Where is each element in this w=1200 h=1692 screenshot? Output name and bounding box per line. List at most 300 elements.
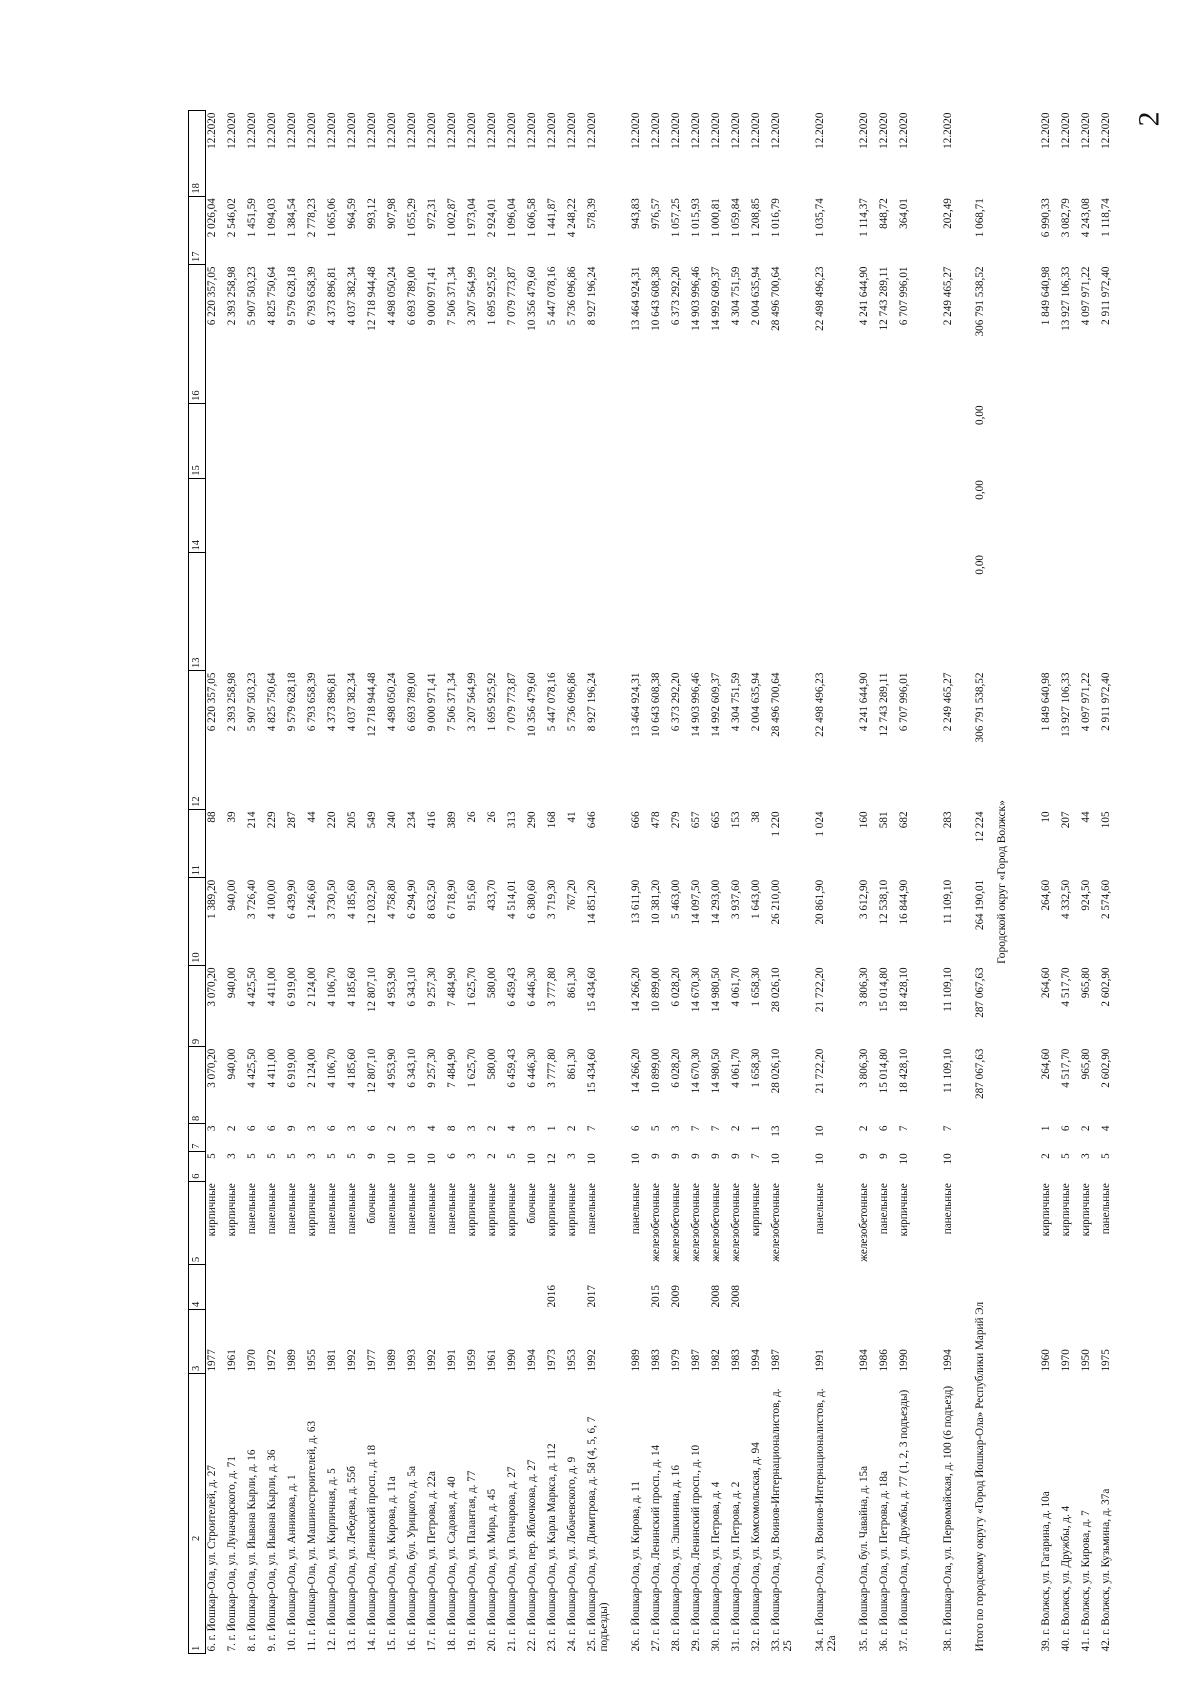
wall-material-cell: кирпичные [566, 1183, 578, 1237]
wall-material-cell: кирпичные [206, 1183, 218, 1237]
floors-cell: 10 [898, 1153, 910, 1165]
col14-cell [1060, 478, 1080, 553]
wall-material-cell: кирпичные [1060, 1183, 1072, 1237]
total-cost-cell: 4 373 896,81 [326, 672, 338, 732]
total-premises-area-cell: 15 434,60 [586, 967, 598, 1013]
residents-cell: 160 [858, 811, 870, 829]
table-row [326, 111, 346, 1654]
year-built-cell: 1983 [650, 1349, 662, 1372]
total-premises-area-cell: 1 625,70 [466, 967, 478, 1007]
col15-cell [526, 403, 546, 478]
wall-material-cell: железобетонные [690, 1183, 702, 1262]
spacer-cell [1028, 111, 1040, 1654]
total-cost-cell: 8 927 196,24 [586, 672, 598, 732]
total-cost-cell: 12 743 289,11 [878, 672, 890, 737]
address-cell: 22. г. Йошкар-Ола, пер. Яблочкова, д. 27 [526, 1459, 538, 1652]
total-premises-area-cell: 861,30 [566, 967, 578, 999]
year-built-cell: 1953 [566, 1349, 578, 1372]
residential-area-cell: 4 185,60 [346, 879, 358, 919]
completion-date-cell: 12.2020 [942, 112, 954, 149]
col13-cell [286, 553, 306, 671]
owners-funds-cell: 9 579 628,18 [286, 266, 298, 326]
owners-funds-cell: 9 000 971,41 [426, 266, 438, 326]
total-area-cell: 2 124,00 [306, 1048, 318, 1088]
col-header-3: 3 [189, 1309, 206, 1373]
year-built-cell: 1992 [586, 1349, 598, 1372]
wall-material-cell: кирпичные [898, 1183, 910, 1237]
completion-date-cell: 12.2020 [426, 112, 438, 149]
address-cell: 37. г. Йошкар-Ола, ул. Дружбы, д. 77 (1, 2, 3 подъезды) [898, 1389, 910, 1652]
completion-date-cell: 12.2020 [546, 112, 558, 149]
residents-cell: 26 [486, 811, 498, 823]
col15-cell [406, 403, 426, 478]
wall-material-cell: панельные [346, 1183, 358, 1235]
year-overhaul-cell [426, 1265, 446, 1310]
table-row [406, 111, 426, 1654]
col14-cell [386, 478, 406, 553]
col13-cell [526, 553, 546, 671]
total-premises-area-cell: 3 777,80 [546, 967, 558, 1007]
year-built-cell: 1961 [226, 1349, 238, 1372]
total-premises-area-cell: 4 061,70 [730, 967, 742, 1007]
owners-funds-cell: 5 907 503,23 [246, 266, 258, 326]
residential-area-cell: 767,20 [566, 879, 578, 911]
total-cost-cell: 14 903 996,46 [690, 672, 702, 737]
col15-cell [326, 403, 346, 478]
total-premises-area-cell: 14 266,20 [630, 967, 642, 1013]
residential-area-cell: 13 611,90 [630, 879, 642, 925]
entrances-cell: 7 [586, 1125, 598, 1132]
col14-cell [346, 478, 366, 553]
total-premises-area-cell: 12 807,10 [366, 967, 378, 1013]
residential-area-cell: 433,70 [486, 879, 498, 911]
entrances-cell: 10 [814, 1125, 826, 1137]
entrances-cell: 5 [650, 1125, 662, 1132]
wall-material-cell: панельные [386, 1183, 398, 1235]
owners-funds-cell: 1 695 925,92 [486, 266, 498, 326]
wall-material-cell: кирпичные [506, 1183, 518, 1237]
table-row [670, 111, 690, 1654]
total-area-cell: 580,00 [486, 1048, 498, 1080]
owners-funds-cell: 4 304 751,59 [730, 266, 742, 326]
total-cost-cell: 9 000 971,41 [426, 672, 438, 732]
total-premises-area-cell: 1 658,30 [750, 967, 762, 1007]
year-built-cell: 1970 [246, 1349, 258, 1372]
floors-cell: 5 [246, 1153, 258, 1159]
total-area-cell: 6 459,43 [506, 1048, 518, 1088]
unit-cost-cell: 1 000,81 [710, 198, 722, 238]
table-body [206, 111, 1121, 1654]
col15-cell [506, 403, 526, 478]
address-cell: 40. г. Волжск, ул. Дружбы, д. 4 [1060, 1505, 1072, 1652]
floors-cell: 3 [466, 1153, 478, 1159]
col13-cell [878, 553, 898, 671]
table-row [1100, 111, 1120, 1654]
residents-cell: 38 [750, 811, 762, 823]
wall-material-cell: кирпичные [226, 1183, 238, 1237]
year-overhaul-cell [526, 1265, 546, 1310]
year-overhaul-cell [406, 1265, 426, 1310]
column-number-row [189, 111, 206, 1654]
residents-cell: 39 [226, 811, 238, 823]
year-overhaul-cell [306, 1265, 326, 1310]
wall-material-cell: железобетонные [858, 1183, 870, 1262]
total-cost-cell: 7 079 773,87 [506, 672, 518, 732]
year-overhaul-cell [1100, 1265, 1120, 1310]
col15-cell [466, 403, 486, 478]
residential-area-cell: 26 210,00 [770, 879, 782, 925]
col13-cell [1040, 553, 1060, 671]
completion-date-cell: 12.2020 [286, 112, 298, 149]
owners-funds-cell: 6 693 789,00 [406, 266, 418, 326]
residents-cell: 389 [446, 811, 458, 829]
total-cost-cell: 4 097 971,22 [1080, 672, 1092, 732]
unit-cost-cell: 1 055,29 [406, 198, 418, 238]
address-cell: 18. г. Йошкар-Ола, ул. Садовая, д. 40 [446, 1476, 458, 1652]
year-built-cell: 1990 [506, 1349, 518, 1372]
address-cell: 10. г. Йошкар-Ола, ул. Анникова, д. 1 [286, 1474, 298, 1652]
address-cell: 33. г. Йошкар-Ола, ул. Воинов-Интернационалистов, д. 25 [770, 1388, 794, 1652]
col-header-1: 1 [191, 1645, 202, 1651]
floors-cell: 3 [226, 1153, 238, 1159]
total-area-cell: 4 106,70 [326, 1048, 338, 1088]
spacer-row [1028, 111, 1040, 1654]
col15-cell [898, 403, 930, 478]
col14-cell [486, 478, 506, 553]
owners-funds-cell: 4 373 896,81 [326, 266, 338, 326]
wall-material-cell: кирпичные [1040, 1183, 1052, 1237]
floors-cell: 10 [770, 1153, 782, 1165]
col13-cell [406, 553, 426, 671]
year-overhaul-cell [750, 1265, 770, 1310]
unit-cost-cell: 1 015,93 [690, 198, 702, 238]
completion-date-cell: 12.2020 [730, 112, 742, 149]
entrances-cell: 3 [670, 1125, 682, 1132]
table-row [246, 111, 266, 1654]
residential-area-cell: 924,50 [1080, 879, 1092, 911]
owners-funds-cell: 2 249 465,27 [942, 266, 954, 326]
entrances-cell: 6 [266, 1125, 278, 1132]
col14-cell [466, 478, 486, 553]
floors-cell: 10 [630, 1153, 642, 1165]
owners-funds-cell: 4 037 382,34 [346, 266, 358, 326]
entrances-cell: 2 [226, 1125, 238, 1132]
col14-cell [814, 478, 846, 553]
col14-cell [1080, 478, 1100, 553]
total-cost-cell: 22 498 496,23 [814, 672, 826, 737]
floors-cell: 6 [446, 1153, 458, 1159]
col15-cell [586, 403, 618, 478]
table-row [306, 111, 326, 1654]
col14-cell [546, 478, 566, 553]
completion-date-cell: 12.2020 [466, 112, 478, 149]
year-overhaul-cell [286, 1265, 306, 1310]
col14-cell [246, 478, 266, 553]
residential-area-cell: 11 109,10 [942, 879, 954, 925]
year-overhaul-cell [898, 1265, 930, 1310]
owners-funds-cell: 5 447 078,16 [546, 266, 558, 326]
total-premises-area-cell: 965,80 [1080, 967, 1092, 999]
total-premises-area-cell: 4 953,90 [386, 967, 398, 1007]
col15-cell [566, 403, 586, 478]
address-cell: 35. г. Йошкар-Ола, бул. Чавайна, д. 15а [858, 1465, 870, 1652]
floors-cell: 9 [670, 1153, 682, 1159]
owners-funds-cell: 22 498 496,23 [814, 266, 826, 331]
floors-cell: 5 [326, 1153, 338, 1159]
unit-cost-cell: 3 082,79 [1060, 198, 1072, 238]
total-premises-area-cell: 2 602,90 [1100, 967, 1112, 1007]
address-cell: 11. г. Йошкар-Ола, ул. Машиностроителей, д. 63 [306, 1420, 318, 1652]
entrances-cell: 6 [366, 1125, 378, 1132]
residential-area-cell: 940,00 [226, 879, 238, 911]
table-row [566, 111, 586, 1654]
total-area-cell: 3 777,80 [546, 1048, 558, 1088]
residents-cell: 665 [710, 811, 722, 829]
year-built-cell: 1960 [1040, 1349, 1052, 1372]
residents-cell: 646 [586, 811, 598, 829]
wall-material-cell: кирпичные [306, 1183, 318, 1237]
wall-material-cell: блочные [366, 1183, 378, 1224]
total-area-cell: 6 446,30 [526, 1048, 538, 1088]
year-built-cell: 1984 [858, 1349, 870, 1372]
col14-cell [266, 478, 286, 553]
address-cell: 26. г. Йошкар-Ола, ул. Кирова, д. 11 [630, 1481, 642, 1652]
total-cost-cell: 2 004 635,94 [750, 672, 762, 732]
total-area-cell: 14 266,20 [630, 1048, 642, 1094]
residential-area-cell: 4 514,01 [506, 879, 518, 919]
owners-funds-cell: 2 004 635,94 [750, 266, 762, 326]
year-built-cell: 1959 [466, 1349, 478, 1372]
year-overhaul-cell [506, 1265, 526, 1310]
address-cell: 8. г. Йошкар-Ола, ул. Йывана Кырли, д. 16 [246, 1449, 258, 1652]
residential-area-cell: 1 389,20 [206, 879, 218, 919]
owners-funds-cell: 4 825 750,64 [266, 266, 278, 326]
total-premises-area-cell: 6 343,10 [406, 967, 418, 1007]
col15-cell [858, 403, 878, 478]
entrances-cell: 7 [898, 1125, 910, 1132]
wall-material-cell: панельные [286, 1183, 298, 1235]
total-premises-area-cell: 7 484,90 [446, 967, 458, 1007]
total-cost-cell: 28 496 700,64 [770, 672, 782, 737]
col13-cell [1100, 553, 1120, 671]
year-built-cell: 1973 [546, 1349, 558, 1372]
table-row [226, 111, 246, 1654]
total-cost-cell: 2 911 972,40 [1100, 672, 1112, 731]
unit-cost-cell: 964,59 [346, 198, 358, 229]
floors-cell: 9 [366, 1153, 378, 1159]
floors-cell: 5 [506, 1153, 518, 1159]
year-overhaul-cell [386, 1265, 406, 1310]
residential-area-cell: 12 538,10 [878, 879, 890, 925]
unit-cost-cell: 2 546,02 [226, 198, 238, 238]
col15-cell: 0,00 [974, 405, 986, 425]
completion-date-cell: 12.2020 [366, 112, 378, 149]
address-cell: 39. г. Волжск, ул. Гагарина, д. 10а [1040, 1491, 1052, 1652]
table-row [386, 111, 406, 1654]
residential-area-cell: 3 726,40 [246, 879, 258, 919]
unit-cost-cell: 1 606,58 [526, 198, 538, 238]
total-area-cell: 15 014,80 [878, 1048, 890, 1094]
year-overhaul-cell [1080, 1265, 1100, 1310]
year-overhaul-cell [942, 1265, 974, 1310]
total-cost-cell: 6 373 292,20 [670, 672, 682, 732]
total-cost-cell: 2 393 258,98 [226, 672, 238, 732]
table-row [942, 111, 974, 1654]
table-row [426, 111, 446, 1654]
col-header-5: 5 [189, 1181, 206, 1264]
residential-area-cell: 8 632,50 [426, 879, 438, 919]
owners-funds-cell: 14 903 996,46 [690, 266, 702, 331]
year-built-cell: 1989 [630, 1349, 642, 1372]
total-premises-area-cell: 3 806,30 [858, 967, 870, 1007]
col14-cell [426, 478, 446, 553]
table-row [546, 111, 566, 1654]
unit-cost-cell: 1 035,74 [814, 198, 826, 238]
entrances-cell: 1 [750, 1125, 762, 1132]
col14-cell [226, 478, 246, 553]
table-row [286, 111, 306, 1654]
completion-date-cell: 12.2020 [526, 112, 538, 149]
total-cost-cell: 1 849 640,98 [1040, 672, 1052, 732]
section-heading-row [996, 111, 1016, 1654]
total-area-cell: 4 411,00 [266, 1048, 278, 1088]
col15-cell [366, 403, 386, 478]
completion-date-cell: 12.2020 [246, 112, 258, 149]
col-header-16: 16 [189, 264, 206, 403]
floors-cell: 9 [690, 1153, 702, 1159]
total-area-cell: 4 425,50 [246, 1048, 258, 1088]
year-overhaul-cell [266, 1265, 286, 1310]
completion-date-cell: 12.2020 [1060, 112, 1072, 149]
total-premises-area-cell: 4 425,50 [246, 967, 258, 1007]
total-premises-area-cell: 3 070,20 [206, 967, 218, 1007]
residential-area-cell: 12 032,50 [366, 879, 378, 925]
residents-cell: 41 [566, 811, 578, 823]
year-overhaul-cell [246, 1265, 266, 1310]
col14-cell [586, 478, 618, 553]
entrances-cell: 4 [506, 1125, 518, 1132]
owners-funds-cell: 2 393 258,98 [226, 266, 238, 326]
address-cell: 28. г. Йошкар-Ола, ул. Эшкинина, д. 16 [670, 1465, 682, 1652]
wall-material-cell: панельные [426, 1183, 438, 1235]
address-cell: 24. г. Йошкар-Ола, ул. Лобачевского, д. 9 [566, 1456, 578, 1652]
col15-cell [486, 403, 506, 478]
year-built-cell: 1977 [366, 1349, 378, 1372]
spacer-row [618, 111, 630, 1654]
col13-cell [650, 553, 670, 671]
residents-cell: 1 220 [770, 811, 782, 837]
residential-area-cell: 3 730,50 [326, 879, 338, 919]
total-area-cell: 940,00 [226, 1048, 238, 1080]
address-cell: 32. г. Йошкар-Ола, ул. Комсомольская, д. 94 [750, 1442, 762, 1652]
wall-material-cell: панельные [406, 1183, 418, 1235]
entrances-cell: 9 [286, 1125, 298, 1132]
wall-material-cell: кирпичные [546, 1183, 558, 1237]
address-cell: 12. г. Йошкар-Ола, ул. Кирпичная, д. 5 [326, 1468, 338, 1652]
residential-area-cell: 14 293,00 [710, 879, 722, 925]
wall-material-cell: панельные [586, 1183, 598, 1235]
wall-material-cell: кирпичные [750, 1183, 762, 1237]
col15-cell [206, 403, 227, 478]
col13-cell [770, 553, 802, 671]
table-row [1060, 111, 1080, 1654]
entrances-cell: 6 [630, 1125, 642, 1132]
col-header-6: 6 [189, 1151, 206, 1181]
col13-cell [326, 553, 346, 671]
col15-cell [226, 403, 246, 478]
owners-funds-cell: 12 718 944,48 [366, 266, 378, 331]
floors-cell: 9 [858, 1153, 870, 1159]
residents-cell: 10 [1040, 811, 1052, 823]
total-area-cell: 7 484,90 [446, 1048, 458, 1088]
residents-cell: 240 [386, 811, 398, 829]
col14-cell [366, 478, 386, 553]
completion-date-cell: 12.2020 [326, 112, 338, 149]
wall-material-cell: панельные [446, 1183, 458, 1235]
total-cost-cell: 4 304 751,59 [730, 672, 742, 732]
col15-cell [770, 403, 802, 478]
total-area-cell: 4 061,70 [730, 1048, 742, 1088]
year-built-cell: 1992 [346, 1349, 358, 1372]
total-premises-area-cell: 10 899,00 [650, 967, 662, 1013]
year-overhaul-cell [878, 1265, 898, 1310]
entrances-cell: 4 [426, 1125, 438, 1132]
year-built-cell: 1994 [942, 1349, 954, 1372]
total-premises-area-cell: 4 411,00 [266, 967, 278, 1007]
total-premises-area-cell: 6 446,30 [526, 967, 538, 1007]
floors-cell: 10 [586, 1153, 598, 1165]
col15-cell [286, 403, 306, 478]
floors-cell: 10 [386, 1153, 398, 1165]
total-area-cell: 287 067,63 [974, 1048, 986, 1099]
col-header-18: 18 [189, 111, 206, 197]
completion-date-cell: 12.2020 [898, 112, 910, 149]
entrances-cell: 7 [710, 1125, 722, 1132]
entrances-cell: 2 [566, 1125, 578, 1132]
floors-cell: 2 [486, 1153, 498, 1159]
residents-cell: 416 [426, 811, 438, 829]
entrances-cell: 2 [386, 1125, 398, 1132]
floors-cell: 5 [286, 1153, 298, 1159]
residents-cell: 44 [306, 811, 318, 823]
col-header-4: 4 [189, 1265, 206, 1310]
completion-date-cell: 12.2020 [386, 112, 398, 149]
table-row [650, 111, 670, 1654]
col15-cell [266, 403, 286, 478]
wall-material-cell: панельные [1100, 1183, 1112, 1235]
entrances-cell: 7 [942, 1125, 954, 1132]
wall-material-cell: панельные [266, 1183, 278, 1235]
col14-cell [406, 478, 426, 553]
wall-material-cell: кирпичные [486, 1183, 498, 1237]
residents-cell: 1 024 [814, 811, 826, 837]
col13-cell [306, 553, 326, 671]
entrances-cell: 1 [1040, 1125, 1052, 1132]
spacer-row [1016, 111, 1028, 1654]
address-cell: 6. г. Йошкар-Ола, ул. Строителей, д. 27 [206, 1465, 218, 1652]
residential-area-cell: 14 851,20 [586, 879, 598, 925]
year-built-cell: 1961 [486, 1349, 498, 1372]
total-cost-cell: 10 643 608,38 [650, 672, 662, 737]
total-cost-cell: 13 464 924,31 [630, 672, 642, 737]
table-row [630, 111, 650, 1654]
col13-cell [206, 553, 227, 671]
floors-cell: 3 [1080, 1153, 1092, 1159]
floors-cell: 9 [710, 1153, 722, 1159]
total-cost-cell: 12 718 944,48 [366, 672, 378, 737]
total-cost-cell: 2 249 465,27 [942, 672, 954, 732]
unit-cost-cell: 1 208,85 [750, 198, 762, 238]
